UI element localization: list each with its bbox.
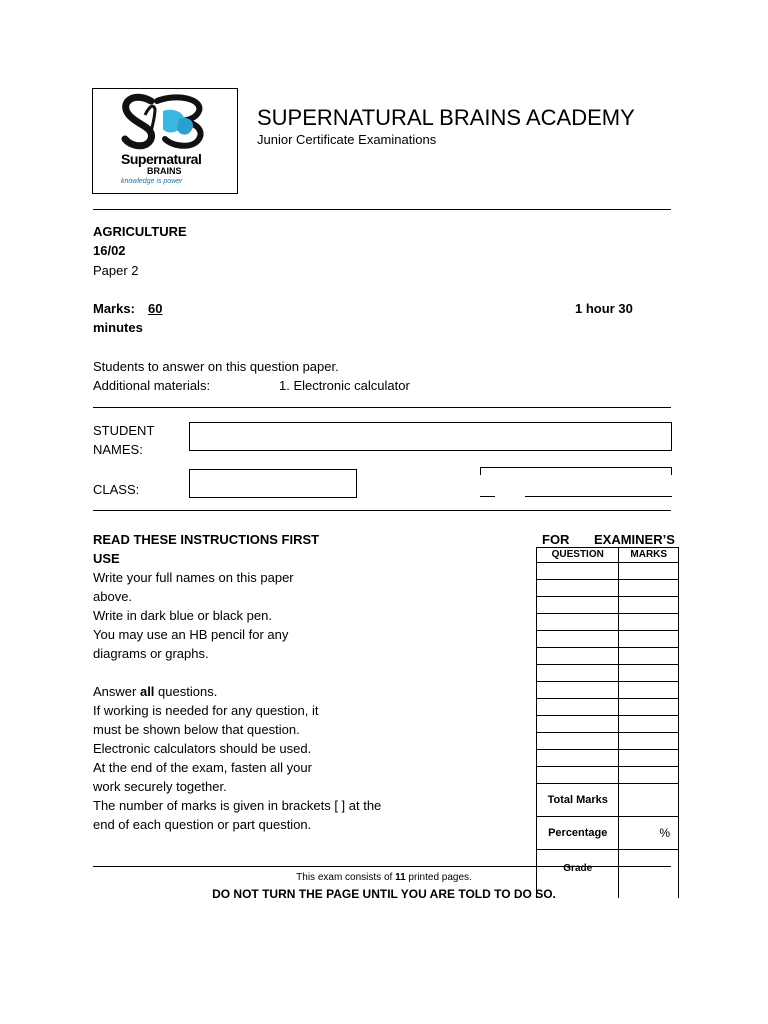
instruction-line: At the end of the exam, fasten all your [93,760,312,775]
instruction-line: Write your full names on this paper [93,570,294,585]
logo-subtext: BRAINS [147,166,182,176]
table-row [537,597,679,614]
class-label: CLASS: [93,482,140,497]
page-count-note: This exam consists of 11 printed pages. [296,872,472,883]
table-row [537,716,679,733]
academy-name: SUPERNATURAL BRAINS ACADEMY [257,105,635,130]
academy-logo [92,88,238,194]
examiner-heading: FOR [542,532,570,547]
examiner-heading-cont: EXAMINER’S [594,532,675,547]
extra-field[interactable] [480,467,672,497]
divider [93,866,671,867]
percentage-symbol[interactable]: % [619,817,679,850]
table-row [537,750,679,767]
student-names-label: STUDENT [93,423,155,438]
table-row [537,767,679,784]
grade-label: Grade [537,850,619,899]
percentage-label: Percentage [537,817,619,850]
paper-number: Paper 2 [93,263,139,278]
logo-text: Supernatural [121,151,202,167]
student-names-field[interactable] [189,422,672,451]
instruction-line: above. [93,589,133,604]
instruction-line: Write in dark blue or black pen. [93,608,272,623]
logo-tagline: knowledge is power [121,178,183,185]
materials-value: 1. Electronic calculator [279,378,410,393]
column-header-question: QUESTION [537,548,619,563]
total-marks-row [537,784,679,817]
table-row [537,648,679,665]
instructions-list [93,568,423,834]
marks-value: 60 [148,301,163,316]
table-row [537,699,679,716]
instruction-line: If working is needed for any question, it [93,703,319,718]
materials-label: Additional materials: [93,378,211,393]
total-marks-label: Total Marks [537,784,619,817]
instruction-line: work securely together. [93,779,227,794]
table-row [537,682,679,699]
class-field[interactable] [189,469,357,498]
total-marks-cell[interactable] [619,784,679,817]
divider [93,209,671,210]
table-row [537,733,679,750]
marks-label: Marks: [93,301,135,316]
do-not-turn-warning: DO NOT TURN THE PAGE UNTIL YOU ARE TOLD TO DO SO. [212,887,556,901]
duration-cont: minutes [93,320,143,335]
instructions-heading-cont: USE [93,551,120,566]
answer-note: Students to answer on this question paper. [93,359,339,374]
examiner-marks-table [536,547,679,898]
divider [93,407,671,408]
instruction-line: The number of marks is given in brackets [ ] at the [93,798,382,813]
instruction-line: Answer all questions. [93,684,218,699]
column-header-marks: MARKS [619,548,679,563]
exam-series: Junior Certificate Examinations [257,132,437,147]
instruction-line: diagrams or graphs. [93,646,209,661]
instructions-heading: READ THESE INSTRUCTIONS FIRST [93,532,320,547]
student-names-label-cont: NAMES: [93,442,143,457]
instruction-line: must be shown below that question. [93,722,300,737]
divider [93,510,671,511]
table-row [537,614,679,631]
instruction-line [93,663,423,682]
subject: AGRICULTURE [93,224,187,239]
percentage-row [537,817,679,850]
duration: 1 hour 30 [575,301,633,316]
instruction-line: Electronic calculators should be used. [93,741,312,756]
instruction-line: You may use an HB pencil for any [93,627,289,642]
table-row [537,580,679,597]
table-row [537,563,679,580]
paper-code: 16/02 [93,243,126,258]
table-row [537,665,679,682]
table-row [537,631,679,648]
instruction-line: end of each question or part question. [93,817,312,832]
